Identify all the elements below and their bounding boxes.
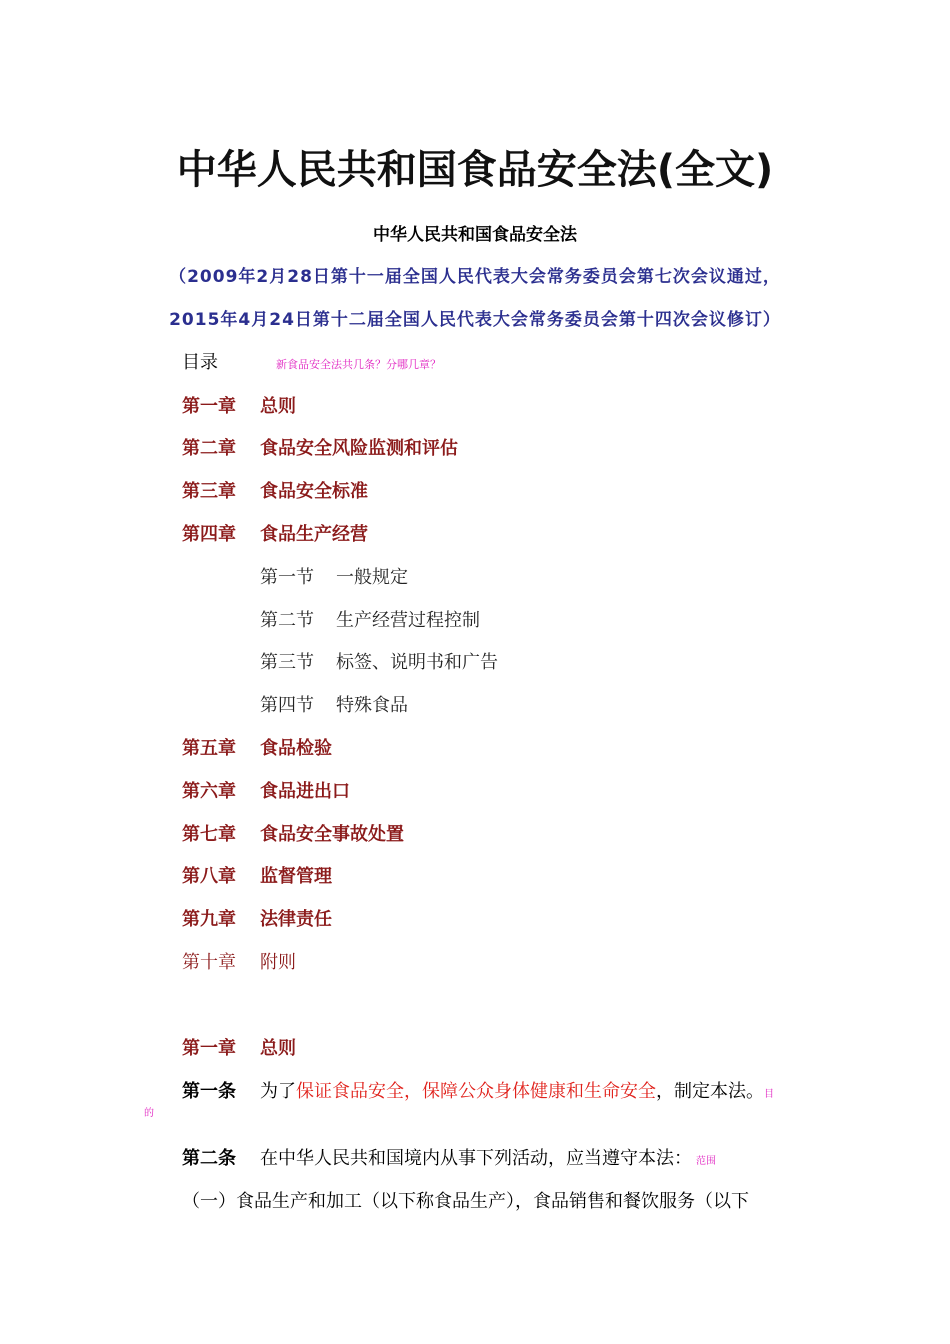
section-number: 第三节 <box>260 652 314 673</box>
chapter-title: 食品生产经营 <box>260 524 368 545</box>
margin-note-purpose-cont: 的 <box>144 1108 154 1119</box>
margin-note-purpose: 目 <box>764 1089 774 1100</box>
toc-chapter-4[interactable] <box>182 520 368 546</box>
toc-chapter-9[interactable] <box>182 905 332 931</box>
document-title: 中华人民共和国食品安全法(全文) <box>176 147 774 193</box>
article-2-item-1: （一）食品生产和加工（以下称食品生产），食品销售和餐饮服务（以下 <box>182 1191 749 1212</box>
toc-chapter-10[interactable] <box>182 948 296 974</box>
section-title: 一般规定 <box>336 567 408 588</box>
section-number: 第四节 <box>260 695 314 716</box>
toc-label: 目录 <box>182 352 218 373</box>
article-text-post: ，制定本法。 <box>656 1081 764 1102</box>
toc-chapter-3[interactable] <box>182 477 368 503</box>
toc-annotation: 新食品安全法共几条？分哪几章？ <box>276 358 441 371</box>
chapter-title: 附则 <box>260 952 296 973</box>
chapter-number: 第三章 <box>182 481 236 502</box>
chapter-title: 食品进出口 <box>260 781 350 802</box>
toc-chapter-2[interactable] <box>182 434 458 460</box>
chapter-number: 第七章 <box>182 824 236 845</box>
chapter-number: 第五章 <box>182 738 236 759</box>
chapter-number: 第一章 <box>182 396 236 417</box>
chapter-title: 监督管理 <box>260 866 332 887</box>
article-1 <box>182 1077 774 1103</box>
chapter-number: 第四章 <box>182 524 236 545</box>
toc-section-4[interactable] <box>260 691 408 717</box>
toc-chapter-5[interactable] <box>182 734 332 760</box>
chapter-heading <box>182 1034 296 1060</box>
chapter-title: 总则 <box>260 1038 296 1059</box>
chapter-number: 第一章 <box>182 1038 236 1059</box>
chapter-title: 食品检验 <box>260 738 332 759</box>
margin-note-scope: 范围 <box>696 1156 716 1167</box>
chapter-title: 总则 <box>260 396 296 417</box>
chapter-title: 食品安全事故处置 <box>260 824 404 845</box>
section-title: 特殊食品 <box>336 695 408 716</box>
section-title: 生产经营过程控制 <box>336 610 480 631</box>
chapter-number: 第二章 <box>182 438 236 459</box>
toc-section-1[interactable] <box>260 563 408 589</box>
revision-note: 2015年4月24日第十二届全国人民代表大会常务委员会第十四次会议修订） <box>169 310 781 330</box>
article-text-pre: 为了 <box>260 1081 296 1102</box>
article-text: 在中华人民共和国境内从事下列活动，应当遵守本法： <box>260 1148 692 1169</box>
toc-section-2[interactable] <box>260 606 480 632</box>
toc-chapter-1[interactable] <box>182 392 296 418</box>
article-number: 第一条 <box>182 1081 236 1102</box>
chapter-number: 第八章 <box>182 866 236 887</box>
article-2 <box>182 1144 716 1170</box>
toc-section-3[interactable] <box>260 648 498 674</box>
chapter-title: 法律责任 <box>260 909 332 930</box>
toc-chapter-7[interactable] <box>182 820 404 846</box>
chapter-number: 第十章 <box>182 952 236 973</box>
chapter-number: 第六章 <box>182 781 236 802</box>
section-number: 第一节 <box>260 567 314 588</box>
chapter-title: 食品安全标准 <box>260 481 368 502</box>
toc-chapter-8[interactable] <box>182 862 332 888</box>
toc-chapter-6[interactable] <box>182 777 350 803</box>
chapter-number: 第九章 <box>182 909 236 930</box>
law-subtitle: 中华人民共和国食品安全法 <box>373 225 577 245</box>
section-number: 第二节 <box>260 610 314 631</box>
section-title: 标签、说明书和广告 <box>336 652 498 673</box>
article-highlight: 保证食品安全，保障公众身体健康和生命安全 <box>296 1081 656 1102</box>
chapter-title: 食品安全风险监测和评估 <box>260 438 458 459</box>
article-number: 第二条 <box>182 1148 236 1169</box>
adoption-note: （2009年2月28日第十一届全国人民代表大会常务委员会第七次会议通过， <box>169 267 781 287</box>
